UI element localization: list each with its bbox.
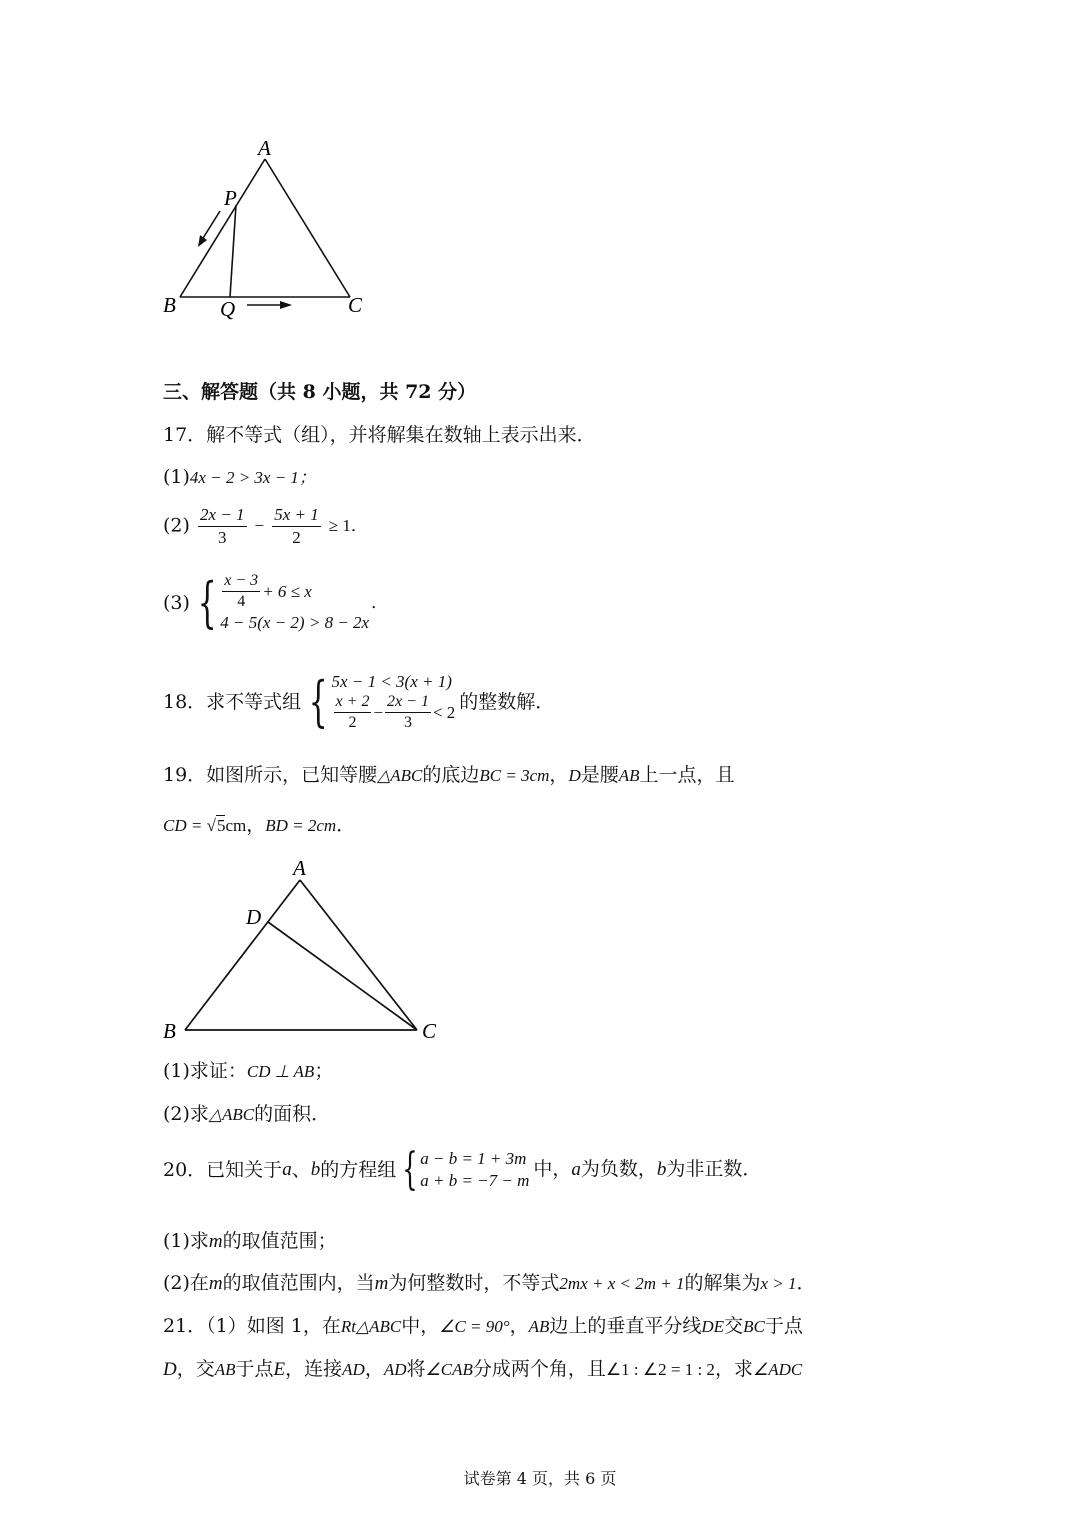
page-footer: 试卷第 4 页，共 6 页 <box>463 1469 617 1488</box>
q21-l1-d: 边上的垂直平分线 <box>549 1315 702 1337</box>
q17-part2-frac1-den: 3 <box>217 527 227 547</box>
q21-de: DE <box>701 1317 725 1336</box>
q19-text-b: 的底边 <box>422 764 480 786</box>
q18 <box>163 671 554 733</box>
q20-mid-c: 为非正数． <box>666 1158 762 1181</box>
q20-prefix-b: 的方程组 <box>320 1158 397 1181</box>
q18-row2 <box>332 693 456 733</box>
q17-part1-tag: (1) <box>163 466 190 488</box>
q21-bc: BC <box>743 1317 765 1336</box>
figure-triangle-abcd <box>150 850 460 1050</box>
q19-cm: cm <box>225 816 247 835</box>
q21-cab: ∠CAB <box>425 1360 473 1379</box>
q20-row2: a + b = −7 − m <box>420 1171 530 1191</box>
q21-ad2: AD <box>383 1360 407 1379</box>
q17-stem: 17．解不等式（组），并将解集在数轴上表示出来． <box>163 424 596 446</box>
q17-part2-frac2-den: 2 <box>292 527 301 547</box>
label-c: C <box>348 293 363 317</box>
q19-sqrt-value: 5 <box>216 816 226 835</box>
q20-p2-m1: m <box>208 1273 223 1294</box>
side-ab <box>180 159 265 297</box>
q21-rt: Rt△ABC <box>340 1317 402 1336</box>
q18-row2-frac2-num: 2x − 1 <box>385 693 431 713</box>
q19-line2 <box>163 814 355 837</box>
q17-part2-frac2-num: 5x + 1 <box>272 505 321 527</box>
q21-l1-b: 中， <box>401 1315 440 1337</box>
q20-sep: 、 <box>291 1158 311 1181</box>
section-heading: 三、解答题（共 8 小题，共 72 分） <box>163 381 477 403</box>
q20 <box>163 1144 762 1196</box>
q21-ab: AB <box>528 1317 550 1336</box>
q17-part2-frac1 <box>198 505 247 547</box>
q19-ab: AB <box>618 766 640 785</box>
q18-row1: 5x − 1 < 3(x + 1) <box>331 672 452 691</box>
q19-triangle: △ABC <box>377 766 423 785</box>
q21-l2-h: ，求 <box>714 1358 753 1380</box>
q20-p1-a: (1)求 <box>163 1230 209 1252</box>
side-ac <box>265 159 350 297</box>
q19-p2-tri: △ABC <box>208 1105 255 1124</box>
side-ac <box>300 880 417 1030</box>
q20-var-a: a <box>282 1158 292 1180</box>
q21-ratio: ∠1 : ∠2 = 1 : 2 <box>605 1360 715 1379</box>
q19-p1-expr: CD ⊥ AB <box>246 1062 315 1081</box>
q21-l2-sep: ， <box>364 1358 384 1380</box>
q20-p2-ineq: 2mx + x < 2m + 1 <box>559 1274 685 1293</box>
q20-p2-sol: x > 1 <box>760 1274 797 1293</box>
q18-row2-frac1-num: x + 2 <box>334 693 372 713</box>
q19-part1 <box>163 1060 333 1083</box>
label-b: B <box>163 293 176 317</box>
q21-c90: ∠C = 90° <box>439 1317 510 1336</box>
q18-suffix: 的整数解． <box>459 690 555 713</box>
q17-part3-brace: { <box>197 570 217 634</box>
q21-line2 <box>163 1358 802 1382</box>
q17-part1-expr: 4x − 2 > 3x − 1； <box>189 468 316 487</box>
q18-row2-tail: < 2 <box>432 702 456 722</box>
q21-l1-c: ， <box>509 1315 529 1337</box>
q17-part2-minus: − <box>254 515 265 535</box>
q20-p2-m2: m <box>374 1273 389 1294</box>
q19-sep: ， <box>246 814 266 836</box>
q21-line1 <box>163 1315 803 1338</box>
q17-part3-row1-tail: + 6 ≤ x <box>262 581 312 601</box>
q21-l2-a: ，交 <box>176 1358 215 1380</box>
q21-l2-d: D <box>163 1359 177 1380</box>
label-a: A <box>258 136 271 160</box>
q21-ad1: AD <box>342 1360 365 1379</box>
q17-part1 <box>163 466 316 489</box>
q21-l1-a: 21．（1）如图 1，在 <box>163 1315 341 1337</box>
q21-l2-ab: AB <box>214 1360 236 1379</box>
q19-text-e: 是腰 <box>580 764 619 786</box>
q19-end: ． <box>336 814 356 836</box>
q17-part2-tail: ≥ 1． <box>328 515 368 535</box>
q17-part2-frac1-num: 2x − 1 <box>198 505 247 527</box>
q19-line1 <box>163 764 735 787</box>
q18-row2-frac1-den: 2 <box>348 714 357 732</box>
q20-p2-d: 的解集为 <box>684 1272 761 1294</box>
q20-mid-va: a <box>571 1159 581 1181</box>
q21-l2-b: 于点 <box>235 1358 274 1380</box>
q17-part2-frac2 <box>272 505 321 547</box>
q19-part2 <box>163 1103 330 1126</box>
arrow-p-head <box>198 235 207 247</box>
q21-l2-g: 分成两个角，且 <box>472 1358 606 1380</box>
q19-text-f: 上一点，且 <box>639 764 735 786</box>
q19-p1-end: ； <box>314 1060 334 1082</box>
q21-l1-e: 交 <box>724 1315 744 1337</box>
label-q: Q <box>220 297 236 321</box>
q18-brace: { <box>308 669 328 733</box>
segment-pq <box>230 205 236 297</box>
q20-p1-b: 的取值范围； <box>222 1230 337 1252</box>
side-ab <box>185 880 300 1030</box>
q19-bc: BC = 3cm <box>479 766 550 785</box>
q20-p2-a: (2)在 <box>163 1272 209 1294</box>
q20-p1-m: m <box>208 1231 223 1252</box>
q19-comma: ， <box>549 764 569 786</box>
q18-row2-frac2-den: 3 <box>404 714 412 732</box>
q19-text-a: 19．如图所示，已知等腰 <box>163 764 378 786</box>
q20-prefix-a: 20．已知关于 <box>163 1158 283 1181</box>
q17-part3-tag: (3) <box>163 591 190 614</box>
q18-prefix: 18．求不等式组 <box>163 690 302 713</box>
q19-p1-text: (1)求证： <box>163 1060 247 1082</box>
q20-p2-c: 为何整数时，不等式 <box>388 1272 560 1294</box>
q17-part3 <box>163 572 388 634</box>
q19-p2-end: 的面积． <box>254 1103 331 1125</box>
label-a: A <box>293 856 306 880</box>
q17-part3-row1-num: x − 3 <box>222 572 260 592</box>
label-d: D <box>246 905 262 929</box>
q17-part3-end: ． <box>371 592 389 612</box>
arrow-q-head <box>280 301 292 309</box>
q20-var-b: b <box>310 1158 321 1180</box>
q21-l2-c: ，连接 <box>285 1358 343 1380</box>
q21-adc: ∠ADC <box>752 1360 803 1379</box>
label-b: B <box>163 1019 176 1043</box>
q19-bd: BD = 2cm <box>265 816 337 835</box>
q20-mid-a: 中， <box>533 1158 572 1181</box>
q17-part2 <box>163 505 368 547</box>
label-p: P <box>224 186 237 210</box>
q21-l2-e: E <box>273 1359 286 1380</box>
label-c: C <box>422 1019 437 1043</box>
q19-d: D <box>568 766 581 785</box>
q20-mid-vb: b <box>656 1159 667 1181</box>
q19-cd: CD = <box>163 816 207 835</box>
q20-row1: a − b = 1 + 3m <box>420 1149 527 1168</box>
q18-row2-minus: − <box>373 702 384 722</box>
q20-brace: { <box>402 1144 418 1196</box>
figure-triangle-pq <box>150 135 390 330</box>
q20-part2 <box>163 1272 816 1296</box>
q20-p2-e: ． <box>796 1272 816 1294</box>
segment-cd <box>268 922 417 1030</box>
q20-mid-b: 为负数， <box>580 1158 657 1181</box>
q21-l1-f: 于点 <box>764 1315 803 1337</box>
q17-part3-row1-den: 4 <box>237 593 246 611</box>
q20-part1 <box>163 1230 337 1254</box>
q19-p2-text: (2)求 <box>163 1103 209 1125</box>
q17-part3-row1 <box>220 572 369 612</box>
q17-part2-tag: (2) <box>163 514 190 537</box>
q20-p2-b: 的取值范围内，当 <box>222 1272 375 1294</box>
q19-sqrt-sign: √ <box>206 816 216 835</box>
q17-part3-row2: 4 − 5(x − 2) > 8 − 2x <box>220 612 370 632</box>
q21-l2-f: 将 <box>406 1358 426 1380</box>
